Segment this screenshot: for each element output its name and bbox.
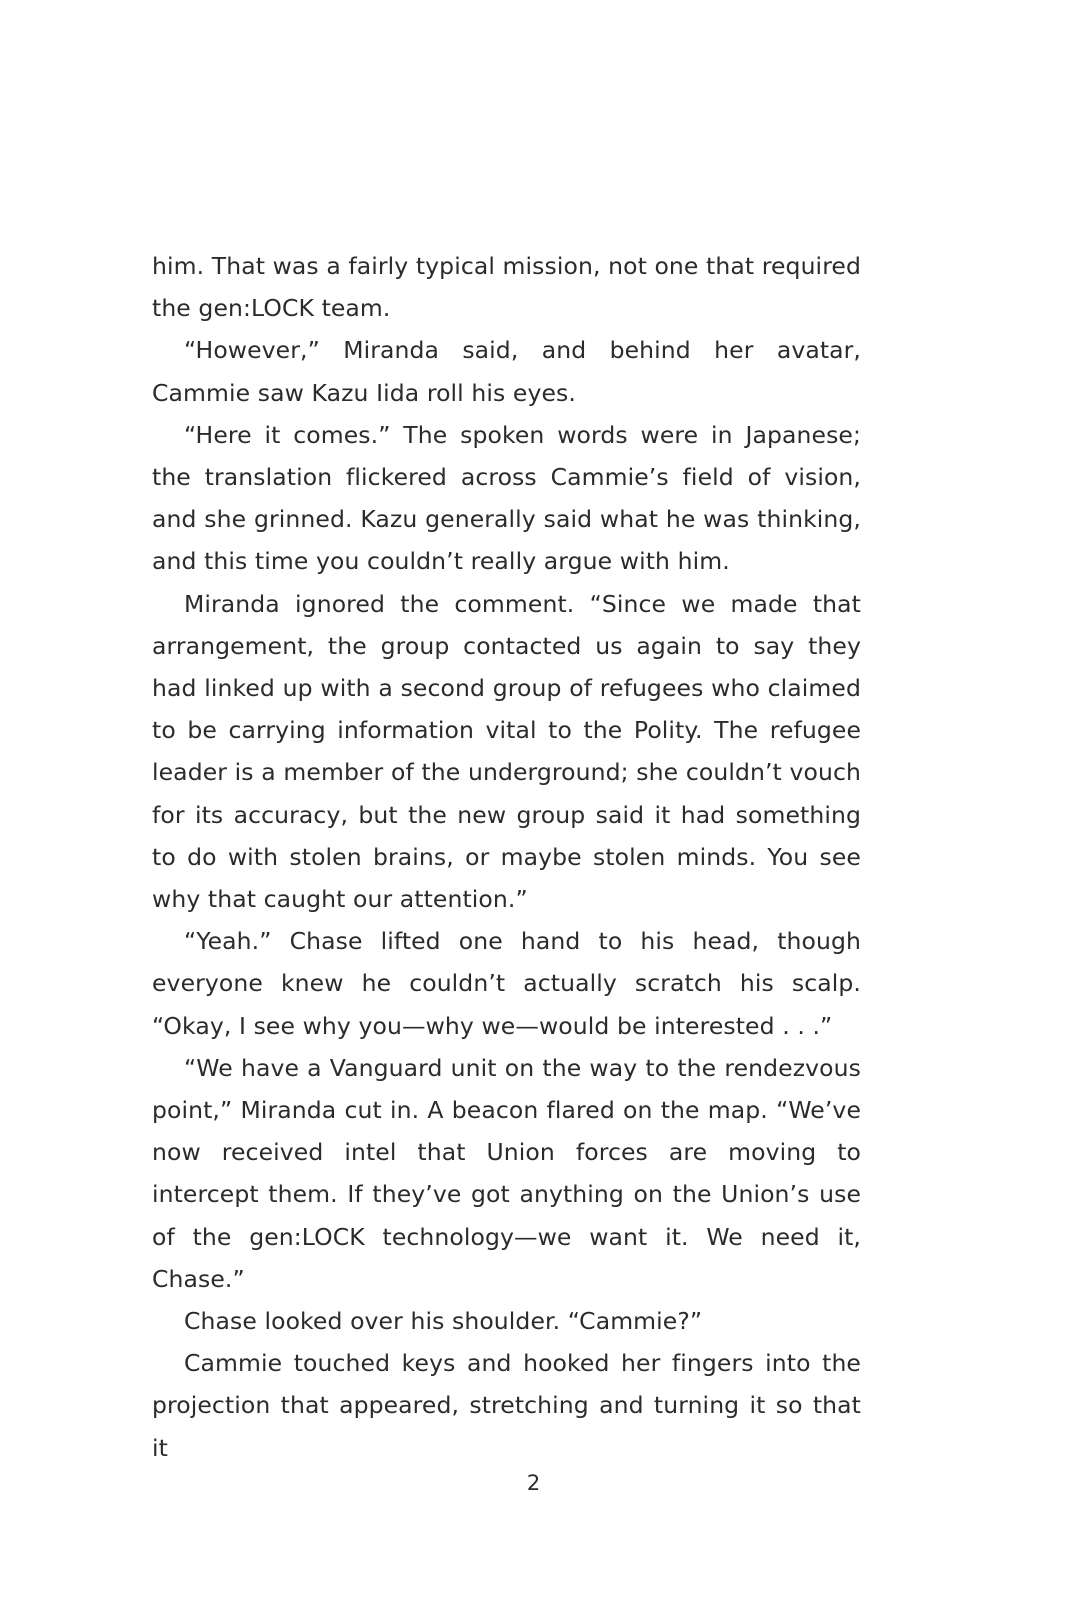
paragraph: Chase looked over his shoulder. “Cammie?” xyxy=(184,1307,703,1336)
paragraph: “We have a Vanguard unit on the way to the rendezvous point,” Miranda cut in. A beacon flared on the map. “We’ve now received intel that Union forces are moving to intercept them. If they’ve got anything on the Union’s use of the gen:LOCK technology—we want it. We need it, Chase.” xyxy=(152,1053,861,1293)
paragraph: “However,” Miranda said, and behind her avatar, Cammie saw Kazu Iida roll his eyes. xyxy=(152,336,861,407)
paragraph: Miranda ignored the comment. “Since we made that arrangement, the group contacted us again to say they had linked up with a second group of refugees who claimed to be carrying information vital to the Polity. The refugee leader is a member of the underground; she couldn’t vouch for its accuracy, but the new group said it had something to do with stolen brains, or maybe stolen minds. You see why that caught our attention.” xyxy=(152,589,861,914)
paragraph: “Here it comes.” The spoken words were in Japanese; the translation flickered across Cammie’s field of vision, and she grinned. Kazu generally said what he was thinking, and this time you couldn’t really argue with him. xyxy=(152,420,861,576)
body-text xyxy=(152,245,861,1469)
paragraph: “Yeah.” Chase lifted one hand to his head, though everyone knew he couldn’t actually scratch his scalp. “Okay, I see why you—why we—would be interested . . .” xyxy=(152,927,861,1040)
page-number: 2 xyxy=(526,1471,541,1495)
paragraph: him. That was a fairly typical mission, not one that required the gen:LOCK team. xyxy=(152,252,862,323)
paragraph: Cammie touched keys and hooked her fingers into the projection that appeared, stretching and turning it so that it xyxy=(152,1349,861,1462)
